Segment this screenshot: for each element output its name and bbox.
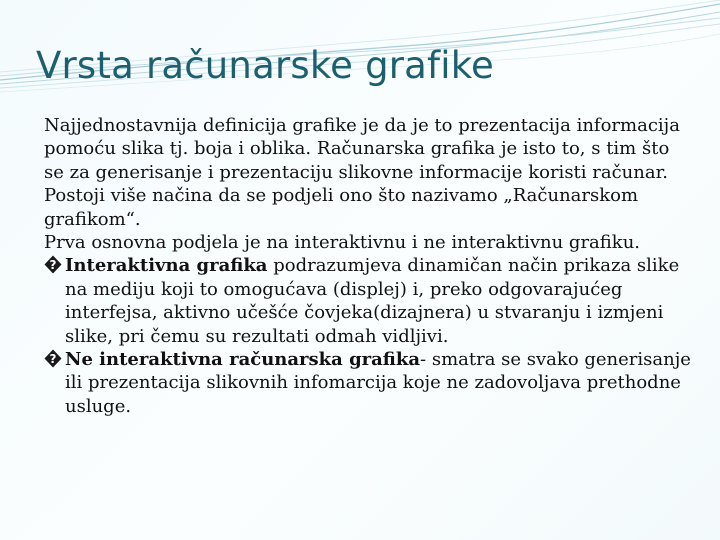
replacement-character-icon (44, 349, 62, 368)
slide-body (44, 114, 694, 418)
body-paragraph-division: Prva osnovna podjela je na interaktivnu i ne interaktivnu grafiku. (44, 232, 641, 254)
svg-text:?: ? (49, 352, 57, 367)
slide-title: Vrsta računarske grafike (36, 44, 495, 87)
body-paragraph-definition: Najjednostavnija definicija grafike je da je to prezentacija informacija pomoću slika tj. boja i oblika. Računarska grafika je isto to, s tim što se za generisanje i prezentaciju slikovne informacije koristi računar. Postoji više načina da se podjeli ono što nazivamo „Računarskom grafikom“. (44, 115, 680, 230)
bullet-item-interactive (44, 254, 694, 348)
bullet-text: podrazumjeva dinamičan način prikaza slike na mediju koji to omogućava (displej) i, preko odgovarajućeg interfejsa, aktivno učešće čovjeka(dizajnera) u stvaranju i izmjeni slike, pri čemu su rezultati odmah vidljivi. (65, 255, 680, 347)
svg-text:?: ? (49, 258, 57, 273)
bullet-text: - smatra se svako generisanje ili prezentacija slikovnih infomarcija koje ne zadovoljava prethodne usluge. (65, 349, 691, 417)
bullet-term: Ne interaktivna računarska grafika (65, 349, 421, 371)
bullet-item-non-interactive (44, 348, 694, 418)
bullet-term: Interaktivna grafika (65, 255, 268, 277)
replacement-character-icon (44, 255, 62, 274)
